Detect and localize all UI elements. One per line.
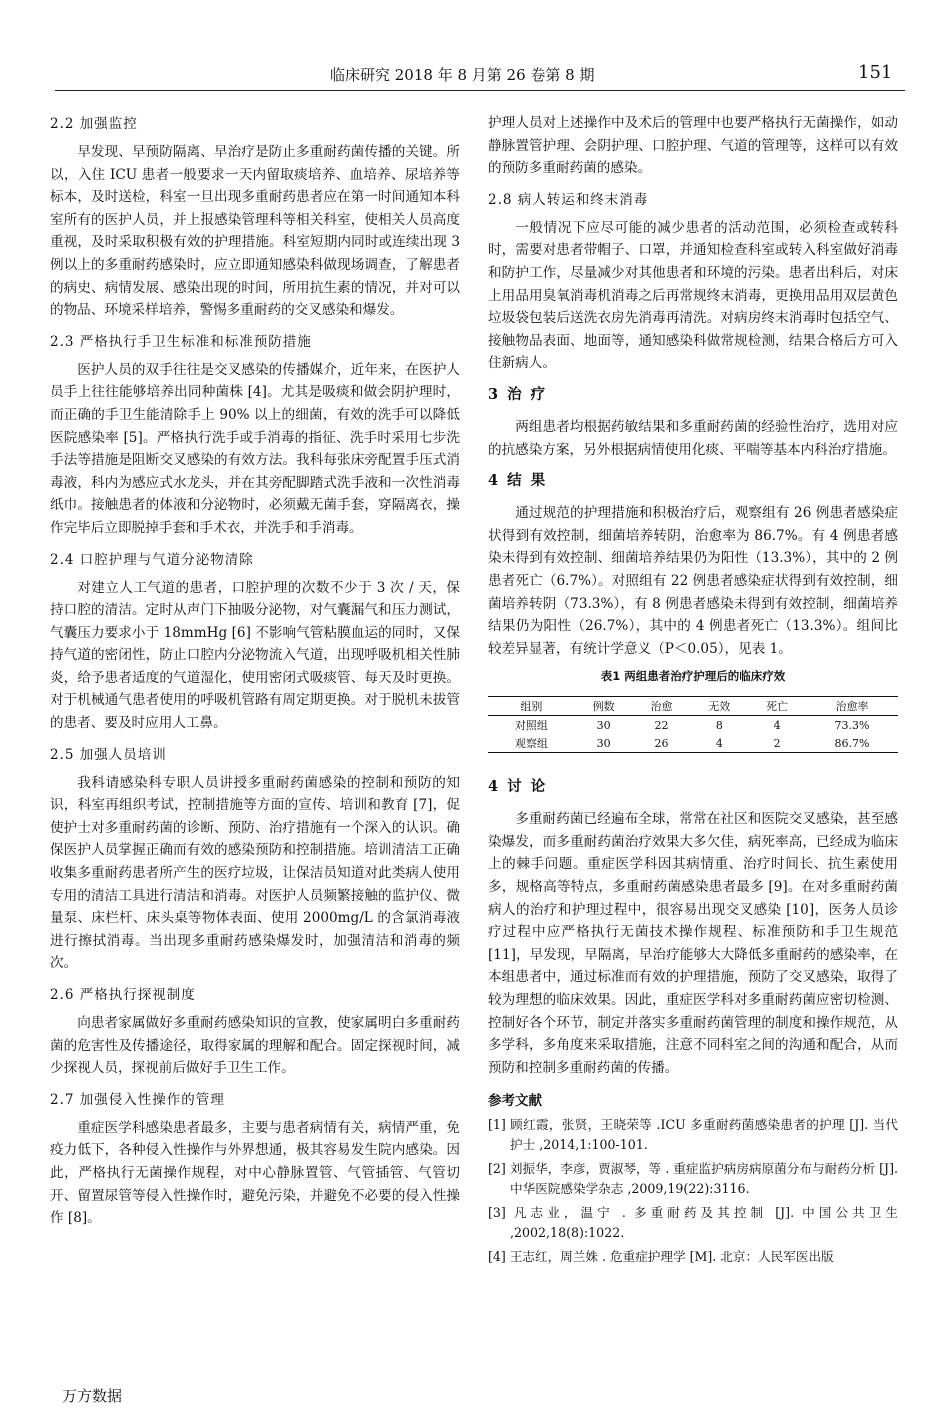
section-2-3-paragraph: 医护人员的双手往往是交叉感染的传播媒介，近年来，在医护人员手上往往能够培养出同种菌株 [4]。尤其是吸痰和做会阴护理时，而正确的手卫生能清除手上 90% 以上的细菌，有效的洗手可以降低医院感染率 [5]。严格执行洗手或手消毒的指征、洗手时采用七步洗手法等措施是阻断交叉感染的有效方法。我科每张床旁配置手压式消毒液，科内为感应式水龙头，并在其旁配脚踏式洗手液和一次性消毒纸巾。接触患者的体液和分泌物时，必须戴无菌手套，穿隔离衣，操作完毕后立即脱掉手套和手术衣，并洗手和手消毒。	[50, 361, 460, 536]
watermark-footer: 万方数据	[62, 1387, 123, 1405]
section-2-7-heading: 2.7 加强侵入性操作的管理	[50, 1091, 225, 1108]
section-2-8-paragraph: 一般情况下应尽可能的减少患者的活动范围，必须检查或转科时，需要对患者带帽子、口罩，并通知检查科室或转入科室做好消毒和防护工作，尽量减少对其他患者和环境的污染。患者出科后，对床上用品用臭氧消毒机消毒之后再常规终末消毒，更换用品用双层黄色垃圾袋包装后送洗衣房先消毒再清洗。对病房终末消毒时包括空气、接触物品表面、地面等，通知感染科做常规检测，结果合格后方可入住新病人。	[488, 219, 898, 372]
journal-title: 临床研究 2018 年 8 月第 26 卷第 8 期	[330, 66, 595, 84]
section-3-heading: 3 治 疗	[488, 385, 548, 403]
table-header-cell: 例数	[592, 700, 615, 714]
table-header-cell: 死亡	[766, 700, 789, 714]
section-2-2-paragraph: 早发现、早预防隔离、早治疗是防止多重耐药菌传播的关键。所以，入住 ICU 患者一般要求一天内留取痰培养、血培养、尿培养等标本，及时送检，科室一旦出现多重耐药患者应在第一时间通知本科室所有的医护人员，并上报感染管理科等相关科室，使相关人员高度重视，及时采取积极有效的护理措施。科室短期内同时或连续出现 3 例以上的多重耐药感染时，应立即通知感染科做现场调查，了解患者的病史、病情发展、感染出现的时间，所用抗生素的情况，并对可以的物品、环境采样培养，警惕多重耐药的交叉感染和爆发。	[50, 144, 460, 319]
section-4-heading: 4 结 果	[488, 472, 548, 490]
table-cell: 观察组	[514, 737, 548, 751]
references-heading: 参考文献	[488, 1093, 542, 1110]
reference-item: [1] 顾红霞，张贤，王晓荣等 .ICU 多重耐药菌感染患者的护理 [J]. 当代护士 ,2014,1:100-101.	[488, 1117, 898, 1153]
table-header-cell: 治愈	[650, 700, 673, 714]
page-header	[0, 62, 948, 92]
results-table	[488, 696, 898, 753]
section-2-4-heading: 2.4 口腔护理与气道分泌物清除	[50, 551, 254, 568]
section-2-7-paragraph: 重症医学科感染患者最多，主要与患者病情有关，病情严重，免疫力低下，各种侵入性操作与外界想通，极其容易发生院内感染。因此，严格执行无菌操作规程，对中心静脉置管、气管插管、气管切开、留置尿管等侵入性操作时，避免污染，并避免不必要的侵入性操作 [8]。	[50, 1119, 460, 1227]
right-column	[488, 112, 898, 1271]
reference-item: [2] 刘振华，李彦，贾淑琴，等 . 重症监护病房病原菌分布与耐药分析 [J]. 中华医院感染学杂志 ,2009,19(22):3116.	[488, 1161, 898, 1197]
table-header-cell: 组别	[520, 700, 543, 714]
section-2-2-heading: 2.2 加强监控	[50, 116, 138, 132]
reference-item: [4] 王志红，周兰姝 . 危重症护理学 [M]. 北京：人民军医出版	[488, 1249, 834, 1265]
section-2-3-heading: 2.3 严格执行手卫生标准和标准预防措施	[50, 333, 312, 350]
table-cell: 86.7%	[834, 736, 870, 750]
section-2-4-paragraph: 对建立人工气道的患者，口腔护理的次数不少于 3 次 / 天，保持口腔的清洁。定时从声门下抽吸分泌物，对气囊漏气和压力测试，气囊压力要求小于 18mmHg [6] 不影响气管粘膜血运的同时，又保持气道的密闭性，防止口腔内分泌物流入气道，出现呼吸机相关性肺炎，给予患者适度的气道湿化，使用密闭式吸痰管、每天及时更换。对于机械通气患者使用的呼吸机管路有周定期更换。对于脱机未拔管的患者、要及时应用人工鼻。	[50, 579, 460, 732]
table-cell: 4	[773, 718, 781, 732]
table-row	[488, 734, 898, 753]
section-2-8-heading: 2.8 病人转运和终末消毒	[488, 191, 649, 208]
reference-item: [3] 凡志业，温宁 . 多重耐药及其控制 [J]. 中国公共卫生 ,2002,18(8):1022.	[488, 1205, 898, 1241]
table-cell: 73.3%	[834, 718, 870, 732]
table-header-cell: 无效	[708, 700, 731, 714]
header-rule	[55, 90, 905, 91]
table-header-row	[488, 697, 898, 716]
table-cell: 2	[773, 736, 781, 750]
discussion-paragraph: 多重耐药菌已经遍布全球，常常在社区和医院交叉感染，甚至感染爆发，而多重耐药菌治疗效果大多欠佳，病死率高，已经成为临床上的棘手问题。重症医学科因其病情重、治疗时间长、抗生素使用多，规格高等特点，多重耐药菌感染患者最多 [9]。在对多重耐药菌病人的治疗和护理过程中，很容易出现交叉感染 [10]，医务人员诊疗过程中应严格执行无菌技术操作规程、标准预防和手卫生规范 [11]，早发现，早隔离，早治疗能够大大降低多重耐药的感染率，在本组患者中，通过标准而有效的护理措施，预防了交叉感染，取得了较为理想的临床效果。因此，重症医学科对多重耐药菌应密切检测、控制好各个环节，制定并落实多重耐药菌管理的制度和操作规范，从多学科，多角度来采取措施，注意不同科室之间的沟通和配合，从而预防和控制多重耐药菌的传播。	[488, 811, 898, 1076]
table-cell: 22	[654, 718, 669, 732]
table-cell: 对照组	[514, 719, 548, 733]
table-cell: 8	[715, 718, 723, 732]
table-cell: 4	[715, 736, 723, 750]
discussion-heading: 4 讨 论	[488, 778, 548, 796]
table-cell: 26	[654, 736, 669, 750]
section-2-6-heading: 2.6 严格执行探视制度	[50, 987, 196, 1003]
section-2-6-paragraph: 向患者家属做好多重耐药感染知识的宣教，使家属明白多重耐药菌的危害性及传播途径，取得家属的理解和配合。固定探视时间，减少探视人员，探视前后做好手卫生工作。	[50, 1015, 460, 1077]
left-column	[50, 112, 460, 1238]
section-2-5-paragraph: 我科请感染科专职人员讲授多重耐药菌感染的控制和预防的知识，科室再组织考试，控制措施等方面的宣传、培训和教育 [7]，促使护士对多重耐药菌的诊断、预防、治疗措施有一个深入的认识。确保医护人员掌握正确而有效的感染预防和控制措施。培训清洁工正确收集多重耐药患者所产生的医疗垃圾，让保洁员知道对此类病人使用专用的清洁工具进行清洁和消毒。对医护人员频繁接触的监护仪、微量泵、床栏杆、床头桌等物体表面、使用 2000mg/L 的含氯消毒液进行擦拭消毒。当出现多重耐药感染爆发时，加强清洁和消毒的频次。	[50, 774, 460, 972]
section-3-paragraph: 两组患者均根据药敏结果和多重耐药菌的经验性治疗，选用对应的抗感染方案，另外根据病情使用化痰、平喘等基本内科治疗措施。	[488, 418, 898, 458]
continued-paragraph: 护理人员对上述操作中及术后的管理中也要严格执行无菌操作，如动静脉置管护理、会阴护理、口腔护理、气道的管理等，这样可以有效的预防多重耐药菌的感染。	[488, 115, 898, 177]
section-4-paragraph: 通过规范的护理措施和积极治疗后，观察组有 26 例患者感染症状得到有效控制，细菌培养转阴，治愈率为 86.7%。有 4 例患者感染未得到有效控制、细菌培养结果仍为阳性（13.3%），其中的 2 例患者死亡（6.7%）。对照组有 22 例患者感染症状得到有效控制，细菌培养转阴（73.3%），有 8 例患者感染未得到有效控制，细菌培养结果仍为阳性（26.7%），其中的 4 例患者死亡（13.3%）。组间比较差异显著，有统计学意义（P＜0.05），见表 1。	[488, 505, 898, 657]
table-cell: 30	[596, 718, 611, 732]
table-header-cell: 治愈率	[835, 700, 869, 714]
page-number: 151	[858, 62, 893, 83]
table-row	[488, 716, 898, 735]
table-cell: 30	[596, 736, 611, 750]
section-2-5-heading: 2.5 加强人员培训	[50, 746, 167, 763]
table-caption: 表1 两组患者治疗护理后的临床疗效	[600, 669, 786, 684]
